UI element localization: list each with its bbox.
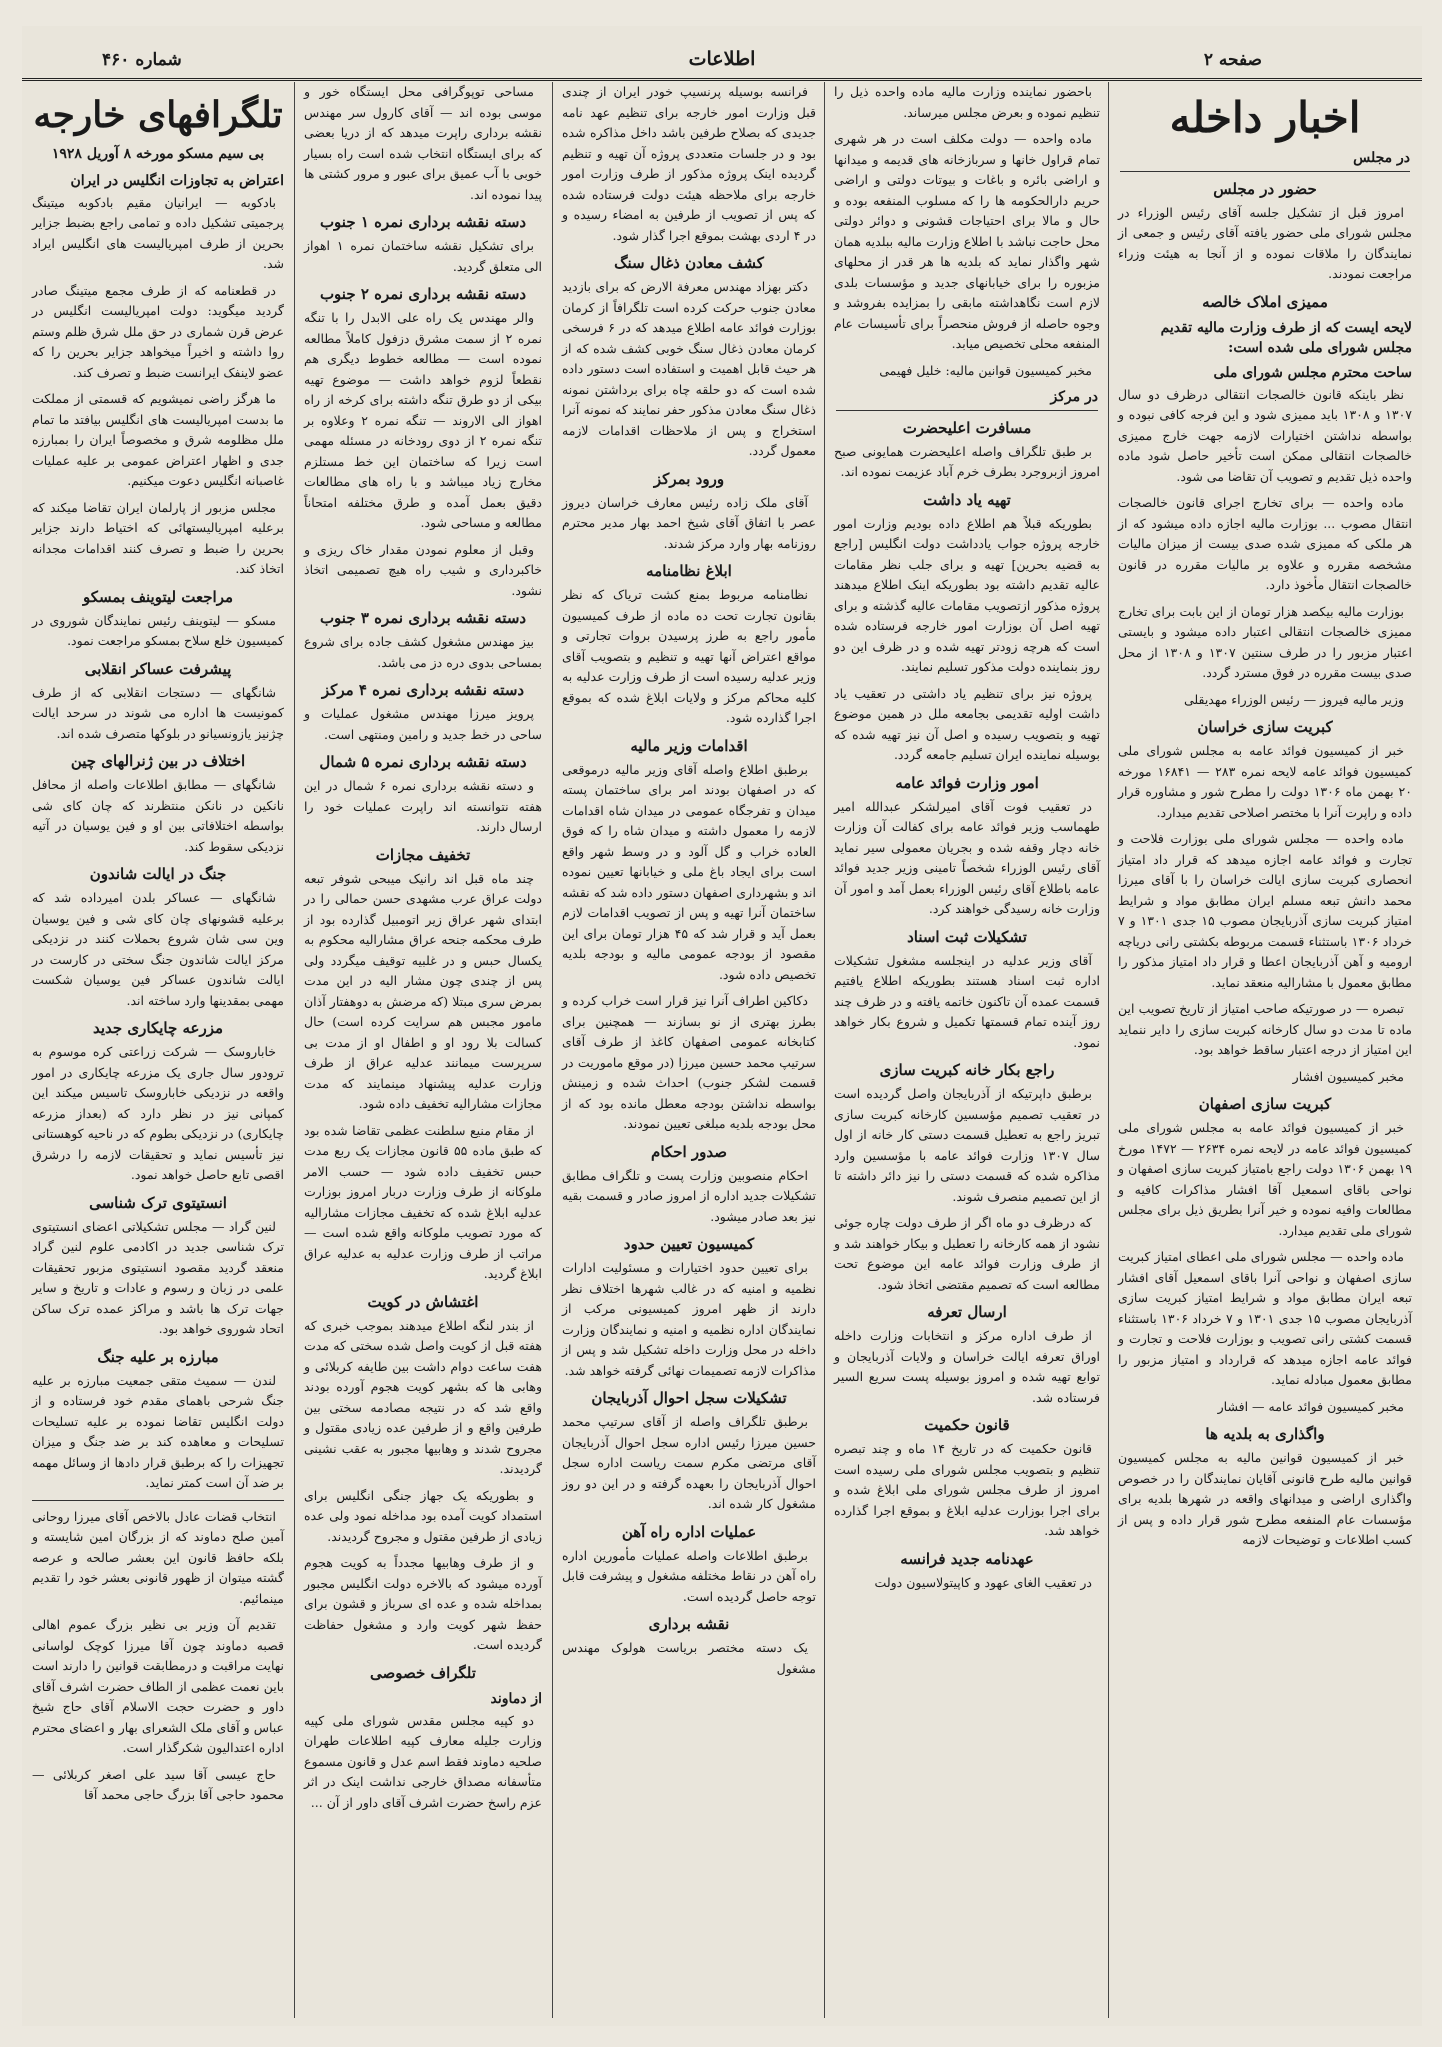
headline: صدور احکام bbox=[651, 1142, 727, 1161]
article-paragraph: بر طبق تلگراف واصله اعلیحضرت همایونی صبح امروز ازبروجرد بطرف خرم آباد عزیمت نموده اند. bbox=[834, 443, 1100, 479]
subheadline: از دماوند bbox=[490, 1690, 542, 1707]
article-paragraph: ماده واحده — دولت مکلف است در هر شهری تمام قراول خانها و سربازخانه های قدیمه و میدانها و اراضی بائره و باغات و بیوتات دولتی و اراضی حریم دارالحکومه ها را که مسلوب المنفعه بوده و حال و مالا برای احتیاجات قشونی و دوائر دولتی محل حاجت نباشد با اطلاع وزارت مالیه ببلدیه همان شهر واگذار نماید که بلدیه ها هر قدر از محلهای مزبوره را برای خیابانهای جدید و مؤسسات بلدی لازم است نگاهداشته مابقی را بمزایده بفروشد و وجوه حاصله از فروش منحصراً برای تأسیسات عام المنفعه محلی تخصیص میابد. bbox=[834, 131, 1100, 351]
headline: واگذاری به بلدیه ها bbox=[1205, 1425, 1325, 1443]
signature: مخبر کمیسیون افشار bbox=[1292, 1068, 1404, 1084]
article-paragraph: ماده واحده — مجلس شورای ملی بوزارت فلاحت و تجارت و فوائد عامه اجازه میدهد که قرار داد امتیاز انحصاری کبریت سازی ایالت خراسان را با آقای میرزا محمد دانش تبعه مسلم ایران مطابق مواد و شرایط امتیاز کبریت سازی آذربایجان مصوب ۱۵ جدی ۱۳۰۱ و ۷ خرداد ۱۳۰۶ باستثناء قسمت مربوطه بکشتی رانی دریاچه ارومیه و آهن آذربایجان اعطا و قرار داد امتیاز مذکور را مطابق معمول با مشارالیه منعقد نماید. bbox=[1118, 831, 1412, 990]
article-paragraph: آقای وزیر عدلیه در اینجلسه مشغول تشکیلات اداره ثبت اسناد هستند بطوریکه اطلاع یافتیم قسمت عمده آن تاکنون خاتمه یافته و در ظرف چند روز آینده تمام قسمتها تکمیل و شروع بکار خواهد نمود. bbox=[834, 952, 1100, 1050]
article-paragraph: بیز مهندس مشغول کشف جاده برای شروع بمساحی بدوی دره دز می باشد. bbox=[304, 634, 542, 670]
signature: حاج عیسی آقا سید علی اصغر کربلائی — محمود حاجی آقا بزرگ حاجی محمد آقا bbox=[32, 1766, 284, 1802]
article-paragraph: و از طرف وهابیها مجدداً به کویت هجوم آورده میشود که بالاخره دولت انگلیس مجبور بمداخله شده و عده ای سرباز و قشون برای حفظ شهر کویت وارد و مشغول حفاظت گردیده است. bbox=[304, 1555, 542, 1652]
headline: مزرعه چایکاری جدید bbox=[92, 1019, 224, 1037]
article-paragraph: بادکوبه — ایرانیان مقیم بادکوبه میتینگ پرجمیتی تشکیل داده و تمامی راجع بضبط جزایر بحرین از طرف امپریالیست های انگلیس ایراد شد. bbox=[32, 194, 284, 271]
headline: کشف معادن ذغال سنگ bbox=[614, 254, 764, 272]
article-paragraph: شانگهای — دستجات انقلابی که از طرف کمونیست ها اداره می شوند در سرحد ایالت چژنیز یازونسیانو در بلوکها متصرف شده اند. bbox=[32, 684, 284, 741]
article-paragraph: تقدیم آن وزیر بی نظیر بزرگ عموم اهالی قصبه دماوند چون آقا میرزا کوچک لواسانی نهایت مراقبت و درمطابقت قوانین را دارند است باین نعمت عظمی از الطاف حضرت اشرف آقای داور و حضرت حجت الاسلام آقای حاج شیخ عباس و آقای ملک الشعرای بهار و اعضای محترم اداره اعتدالیون شکرگذار است. bbox=[32, 1617, 284, 1755]
article-paragraph: خبر از کمیسیون فوائد عامه به مجلس شورای ملی کمیسیون فوائد عامه در لایحه نمره ۲۶۳۴ — ۱۴۷۲ مورخ ۱۹ بهمن ۱۳۰۶ دولت راجع بامتیاز کبریت سازی اصفهان و نواحی باقای اسمعیل آقا افشار مذاکرات کافیه و مطالعات وافیه نموده و خیر آنرا بطریق ذیل برای مجلس شورای ملی تقدیم میدارد. bbox=[1118, 1120, 1412, 1238]
headline: مبارزه بر علیه جنگ bbox=[97, 1347, 219, 1366]
columns bbox=[22, 82, 1422, 2026]
headline: ورود بمرکز bbox=[653, 469, 725, 488]
article-paragraph: خاباروسک — شرکت زراعتی کره موسوم به ترودور سال جاری یک مزرعه چایکاری در امور واقعه در نزدیکی خاباروسک تاسیس میکند این کمپانی نیز در نظر دارد که (بعداز مزرعه چایکاری) در نزدیکی بطوم که در ناحیه کوهستانی نیز تأسیس نماید و تحقیقات لازمه را درشرق اقصی تابع حاصل خواهد نمود. bbox=[32, 1044, 284, 1182]
headline: جنگ در ایالت شاندون bbox=[89, 865, 227, 883]
article-paragraph: لنین گراد — مجلس تشکیلاتی اعضای انستیتوی ترک شناسی جدید در اکادمی علوم لنین گراد منعقد گردید مقصود انستیتوی مزبور تحقیقات علمی در زبان و رسوم و عادات و تاریخ و سایر جهات ترک ها باشد و مراکز عمده ترک ساکن اتحاد شوروی خواهد بود. bbox=[32, 1218, 284, 1336]
article-paragraph: دکاکین اطراف آنرا نیز قرار است خراب کرده و بطرز بهتری از نو بسازند — همچنین برای کتابخانه عمومی اصفهان کاغذ از طرف آقای سرتیپ محمد حسین میرزا (در موقع ماموریت در قسمت لشکر جنوب) احداث شده و زمینش بواسطه نداشتن بودجه معطل مانده بود که از محل بودجه بلدیه مبلغی تعیین نمودند. bbox=[562, 993, 816, 1131]
headline: عهدنامه جدید فرانسه bbox=[900, 1549, 1034, 1568]
headline: قانون حکمیت bbox=[924, 1416, 1010, 1434]
article-paragraph: وقبل از معلوم نمودن مقدار خاک ریزی و خاکبرداری و شیب راه هیچ تصمیمی اتخاذ نشود. bbox=[304, 541, 542, 598]
headline: عملیات اداره راه آهن bbox=[621, 1522, 757, 1541]
article-paragraph: بطوریکه قبلاً هم اطلاع داده بودیم وزارت امور خارجه پروژه جواب یادداشت دولت انگلیس [راجع به قضیه بحرین] تهیه و برای جلب نظر مقامات عالیه تقدیم داشته بود بطوریکه اینک اطلاع میدهند پروژه مذکور ازتصویب مقامات عالیه گذشته و برای تهیه اصل آن بوزارت امور خارجه فرستاده شده است که هرچه زودتر تهیه شده و در ظرف این دو روز بنماینده دولت مذکور تسلیم نمایند. bbox=[834, 515, 1100, 674]
article-paragraph: ما هرگز راضی نمیشویم که قسمتی از مملکت ما بدست امپریالیست های انگلیس بیافتد ما تمام ملل مظلومه شرق و مخصوصاً ایران را بمبارزه جدی و اظهار اعتراض عمومی بر علیه عملیات غاصبانه انگلیس دعوت میکنیم. bbox=[32, 391, 284, 488]
article-paragraph: احکام منصوبین وزارت پست و تلگراف مطابق تشکیلات جدید اداره از امروز صادر و قسمت بقیه نیز بعد صادر میشود. bbox=[562, 1167, 816, 1224]
subsection-majlis: در مجلس bbox=[1120, 148, 1410, 172]
headline: اغتشاش در کویت bbox=[367, 1292, 479, 1311]
headline: دسته نقشه برداری نمره ۵ شمال bbox=[319, 753, 527, 771]
article-paragraph: برطبق اطلاع واصله آقای وزیر مالیه درموقعی که در اصفهان بودند امر برای ساختمان پسته میدان و تفرجگاه عمومی در میدان شاه اقدامات لازمه را معمول داشته و میدان شاه را که فوق العاده خراب و گل آلود و در وسط شهر واقع است برای ایجاد باغ ملی و خیابانها تعیین نموده اند و بشهرداری اصفهان دستور داده شد که نقشه ساختمان آنرا تهیه و پس از تصویب اقدامات لازم بعمل آید و قرار شد که ۴۵ هزار تومان برای این مقصود از بودجه عمومی مالیه و بودجه بلدیه تخصیص داده شود. bbox=[562, 761, 816, 982]
article-paragraph: قانون حکمیت که در تاریخ ۱۴ ماه و چند تبصره تنظیم و بتصویب مجلس شورای ملی رسیده است امروز از طرف مجلس شورای ملی ابلاغ شده و برای اجرا بوزارت عدلیه ابلاغ و بموقع اجرا گذارده خواهد شد. bbox=[834, 1441, 1100, 1538]
article-paragraph: از مقام منیع سلطنت عظمی تقاضا شده بود که طبق ماده ۵۵ قانون مجازات یک ربع مدت حبس تخفیف داده شود — حسب الامر ملوکانه از طرف وزارت دربار امروز بوزارت عدلیه ابلاغ شده که تخفیف مجازات مشارالیه که مورد تصویب ملوکانه واقع شده است — مراتب از طرف وزارت عدلیه به عدلیه عراق ابلاغ گردید. bbox=[304, 1122, 542, 1281]
signature: مخبر کمیسیون قوانین مالیه: خلیل فهیمی bbox=[879, 362, 1092, 378]
article-paragraph: و بطوریکه یک جهاز جنگی انگلیس برای استمداد کویت آمده بود مداخله نمود ولی عده زیادی از طرفین مقتول و مجروح گردیدند. bbox=[304, 1487, 542, 1544]
article-paragraph: فرانسه بوسیله پرنسیپ خودر ایران از چندی قبل وزارت امور خارجه برای تنظیم عهد نامه جدیدی که بصلاح طرفین باشد داخل مذاکره شده بود و در جلسات متعددی پروژه آن تهیه و تنظیم گردیده اینک پروژه مذکور از طرف وزارت امور خارجه برای ملاحظه هیئت دولت فرستاده شده که پس از تصویب از طرفین به امضاء رسیده و در ۴ اردی بهشت بموقع اجرا گذار شود. bbox=[562, 84, 816, 243]
article-paragraph: در تعقیب الغای عهود و کاپیتولاسیون دولت bbox=[874, 1574, 1092, 1590]
column-rule bbox=[824, 82, 825, 2018]
article-paragraph: ماده واحده — برای تخارج اجرای قانون خالصجات انتقال مصوب ... بوزارت مالیه اجازه داده میشود که از هر ملکی که ممیزی شده صدی بیست از میزان مالیات مشخصه مقرره و علاوه بر مالیات مقرره در قانون خالصجات انتقال مأخوذ دارد. bbox=[1118, 495, 1412, 592]
headline: راجع بکار خانه کبریت سازی bbox=[879, 1061, 1055, 1079]
article-paragraph: مسکو — لیتوینف رئیس نمایندگان شوروی در کمیسیون خلع سلاح بمسکو مراجعت نمود. bbox=[32, 612, 284, 648]
headline: مسافرت اعلیحضرت bbox=[902, 418, 1032, 437]
headline: تخفیف مجازات bbox=[375, 845, 471, 864]
column-foreign-telegrams bbox=[26, 82, 290, 2022]
column-center-news-2 bbox=[556, 82, 822, 2022]
headline: حضور در مجلس bbox=[1213, 179, 1317, 198]
article-paragraph: از بندر لنگه اطلاع میدهند بموجب خبری که هفته قبل از کویت واصل شده سختی که مدت هفت ساعت دوام داشت بین طایفه کربلائی و وهابی ها که بشهر کویت هجوم آورده بودند واقع شد که در نتیجه مصادمه سختی بین طرفین واقع و از طرفین عده زیادی مقتول و مجروح شدند و وهابیها مجبور به عقب نشینی گردیدند. bbox=[304, 1317, 542, 1476]
headline: ممیزی املاک خالصه bbox=[1202, 292, 1328, 311]
article-paragraph: یک دسته مختصر بریاست هولوک مهندس مشغول bbox=[562, 1640, 816, 1676]
headline: اقدامات وزیر مالیه bbox=[630, 736, 748, 755]
article-paragraph: انتخاب قضات عادل بالاخص آقای میرزا روحانی آمین صلح دماوند که از بزرگان امین شایسته و بلکه حافظ قانون این بعشر صالحه و عرصه گشته میتوان از ظهور قانونی بعشر خود را تقدیم مینمائیم. bbox=[32, 1508, 284, 1606]
headline: امور وزارت فوائد عامه bbox=[895, 773, 1039, 792]
article-paragraph: لندن — سمیث متقی جمعیت مبارزه بر علیه جنگ شرحی باهمای مقدم خود فرستاده و از دولت انگلیس تقاضا نموده بر علیه تسلیحات تسلیحات و معاهده کند بر ضد جنگ و میزان تجهیزات را که برطبق قرار دادها از وسائل مهمه بر ضد آن است کمتر نماید. bbox=[32, 1372, 284, 1490]
column-internal-news bbox=[1112, 82, 1418, 2022]
article-paragraph: برای تعیین حدود اختیارات و مسئولیت ادارات نظمیه و امنیه که در غالب شهرها اختلاف نظر دارند از ظهر امروز کمیسیونی مرکب از نمایندگان اداره نظمیه و امنیه و نمایندگان وزارت داخله در محل وزارت داخله تشکیل شد و پس از مذاکرات لازمه تصمیمات نهائی گرفته خواهد شد. bbox=[562, 1260, 816, 1378]
article-paragraph: شانگهای — عساکر بلدن امیرداده شد که برعلیه قشونهای چان کای شی و فین یوسیان وین سی شان شروع بحملات کنند در نزدیکی مرکز ایالت شاندون جنگ سختی در کارست در ایالت شاندون عساکر فین یوسیان شکست مهمی بمقدینها وارد ساخته اند. bbox=[32, 890, 284, 1008]
article-paragraph: آقای ملک زاده رئیس معارف خراسان دیروز عصر با اتفاق آقای شیخ احمد بهار مدیر محترم روزنامه بهار وارد مرکز شدند. bbox=[562, 494, 816, 551]
subsection-center: در مرکز bbox=[836, 387, 1098, 411]
article-paragraph: مجلس مزبور از پارلمان ایران تقاضا میکند که برعلیه امپریالیستهائی که اختیاط دارند جزایر بحرین را ضبط و تصرف کنند اقدامات مجدانه اتخاذ کند. bbox=[32, 499, 284, 576]
section-title-internal: اخبار داخله bbox=[1169, 93, 1361, 142]
subheadline: اعتراض به تجاوزات انگلیس در ایران bbox=[70, 172, 284, 189]
headline: اختلاف در بین ژنرالهای چین bbox=[70, 752, 246, 770]
section-title-foreign: تلگرافهای خارجه bbox=[33, 94, 283, 136]
headline: مراجعت لیتوینف بمسکو bbox=[82, 587, 234, 606]
article-paragraph: برطبق داپرتیکه از آذربایجان واصل گردیده است در تعقیب تصمیم مؤسسین کارخانه کبریت سازی تبریز راجع به تعطیل قسمت دستی کار خانه از اول سال ۱۳۰۷ وزارت فوائد عامه با مؤسسین وارد مذاکره شده که قسمت دستی را نیز دائر داشته تا از این تصمیم منصرف شوند. bbox=[834, 1086, 1101, 1204]
masthead bbox=[22, 26, 1422, 81]
article-paragraph: پرویز میرزا مهندس مشغول عملیات و ساحی در خط جدید و رامین ومنتهی است. bbox=[304, 706, 542, 742]
article-paragraph: بوزارت مالیه بیکصد هزار تومان از این بابت برای تخارج ممیزی خالصجات انتقالی اعتبار داده میشود و بایستی اعتبار مزبور را در طرف سنتین ۱۳۰۷ و ۱۳۰۸ از محل صدی بیست مقرره در فوق مسترد گردد. bbox=[1118, 603, 1413, 680]
article-paragraph: مساحی توپوگرافی محل ایستگاه خور و موسی بوده اند — آقای کارول سر مهندس نقشه برداری راپرت میدهد که از دریا بعضی که برای ایستگاه انتخاب شده است راه بسیار خوبی با آب عمیق برای عبور و مرور کشتی ها پیدا نموده اند. bbox=[304, 84, 542, 202]
subheadline: لایحه ایست که از طرف وزارت مالیه تقدیم مجلس شورای ملی شده است: bbox=[1160, 319, 1412, 356]
article-paragraph: و دسته نقشه برداری نمره ۶ شمال در این هفته نتوانسته اند راپرت عملیات خود را ارسال دارند. bbox=[304, 778, 542, 834]
headline: دسته نقشه برداری نمره ۴ مرکز bbox=[321, 681, 525, 699]
article-paragraph: والر مهندس یک راه علی الابدل را با تنگه نمره ۲ از سمت مشرق دزفول کاملاً مطالعه نموده است — مطالعه خطوط دیگری هم نقطعاً لزوم خواهد داشت — موضوع تهیه بیکی از دو طرق تنگه داشته برای کرخه از راه اهواز الی الاروند — تنگه نمره ۲ وعلاوه بر تنگه نمره ۲ از دوی رودخانه در مسئله مهمی است زیرا که ساختمان این خط مستلزم مخارج زیاد میباشد و با راه های مطالعات دقیق بعمل آمده و طرق مختلفه امتحاناً مطالعه و مساحی شود. bbox=[304, 310, 542, 530]
article-paragraph: دکتر بهزاد مهندس معرفة الارض که برای بازدید معادن جنوب حرکت کرده است تلگرافاً از کرمان بوزارت فوائد عامه اطلاع میدهد که در ۶ فرسخی کرمان معادن ذغال سنگ خوبی کشف شده که از هر حیث قابل اهمیت و استفاده است دستور داده شده است که دو حلقه چاه برای برداشتن نمونه ذغال سنگ معادن مذکور حفر نمایند که نمونه آنرا استخراج و پس از ملاحظات اقدامات لازمه معمول گردد. bbox=[562, 279, 816, 458]
column-center-news bbox=[828, 82, 1106, 2022]
headline: دسته نقشه برداری نمره ۳ جنوب bbox=[319, 609, 527, 627]
article-paragraph: شانگهای — مطابق اطلاعات واصله از محافل نانکین در نانکن منتظرند که چان کای شی بواسطه اختلافاتی بین او و فین یوسیان در آتیه نزدیکی سقوط کند. bbox=[32, 777, 284, 854]
headline: تهیه یاد داشت bbox=[923, 490, 1011, 509]
newspaper-page bbox=[22, 26, 1422, 2026]
headline: انستیتوی ترک شناسی bbox=[89, 1193, 227, 1212]
article-paragraph: پروژه نیز برای تنظیم یاد داشتی در تعقیب یاد داشت اولیه تقدیمی بجامعه ملل در همین موضوع تهیه و بتصویب رسیده و اصل آن نیز تهیه شده که بوسیله نماینده ایران تسلیم جامعه گردد. bbox=[834, 685, 1100, 762]
article-paragraph: از طرف اداره مرکز و انتخابات وزارت داخله اوراق تعرفه ایالت خراسان و ولایات آذربایجان و توابع تهیه شده و امروز بوسیله پست سریع السیر فرستاده شد. bbox=[834, 1328, 1100, 1405]
headline: دسته نقشه برداری نمره ۲ جنوب bbox=[319, 285, 527, 303]
article-paragraph: باحضور نماینده وزارت مالیه ماده واحده ذیل را تنظیم نموده و بعرض مجلس میرساند. bbox=[834, 84, 1100, 120]
article-paragraph: نظر باینکه قانون خالصجات انتقالی درظرف دو سال ۱۳۰۷ و ۱۳۰۸ باید ممیزی شود و این فرجه کافی نبوده و بواسطه نداشتن اختیارات لازمه جهت خارج ممیزی خالصجات انتقالی ممکن است تأخیر حاصل شود ماده واحده ذیل تقدیم و تصویب آن تقاضا می شود. bbox=[1118, 386, 1413, 484]
headline: دسته نقشه برداری نمره ۱ جنوب bbox=[319, 213, 527, 231]
signature: وزیر مالیه فیروز — رئیس الوزراء مهدیقلی bbox=[1183, 691, 1404, 707]
article-paragraph: در تعقیب فوت آقای امیرلشکر عبدالله امیر طهماسب وزیر فوائد عامه برای کفالت آن وزارت خانه دچار وقفه شده و بجریان معمولی سیر نماید آقای رئیس الوزراء شخصاً تامینی وزیر جدید فوائد عامه باطلاع آقای رئیس الوزراء بعمل آمد و امور آن وزارت خانه رسیدگی خواهند کرد. bbox=[834, 798, 1100, 916]
headline: تشکیلات ثبت اسناد bbox=[907, 927, 1027, 946]
headline: نقشه برداری bbox=[648, 1615, 730, 1633]
article-paragraph: برطبق تلگراف واصله از آقای سرتیپ محمد حسین میرزا رئیس اداره سجل احوال آذربایجان آقای مرتضی مکرم سمت ریاست اداره سجل احوال آذربایجان را بعهده گرفته و در این دو روز مشغول کار شده اند. bbox=[562, 1414, 816, 1511]
page-number: صفحه ۲ bbox=[1203, 50, 1262, 70]
column-rule bbox=[1108, 82, 1109, 2018]
headline: پیشرفت عساکر انقلابی bbox=[84, 659, 232, 678]
article-paragraph: دو کپیه مجلس مقدس شورای ملی کپیه وزارت جلیله معارف کپیه اطلاعات طهران صلحیه دماوند فقط اسم عدل و قانون مسموع متأسفانه مصداق خارجی نداشت اینک در اثر عزم راسخ حضرت اشرف آقای داور از آن ... bbox=[304, 1712, 542, 1810]
paper-name: اطلاعات bbox=[688, 48, 756, 70]
article-paragraph: نظامنامه مربوط بمنع کشت تریاک که نظر بقانون تجارت تحت ده ماده از طرف کمیسیون مأمور راجع به طرز پرسیدن بروات تجارتی و مواقع اعتراض آنها تهیه و تنظیم و بتصویب آقای وزیر عدلیه رسیده است از طرف وزارت عدلیه به کلیه محاکم مرکز و ولایات ابلاغ شده که بموقع اجرا گذارده شود. bbox=[562, 587, 816, 725]
article-paragraph: چند ماه قبل اند رانیک میبحی شوفر تبعه دولت عراق عرب مشهدی حسن حمالی را در ابتدای شهر عراق زیر اتومبیل گذارده بود از طرف محکمه جنحه عراق مشارالیه محکوم به یکسال حبس و در غلبیه توقیف میگردد ولی پس از چندی چون مشار الیه در این مدت بمرض سری مبتلا (که مرضش به دوهفتار آذان مامور مجبس هم سرایت کرده است) حال کسالت بلا رود او و اطفال او از مدت بی سرپرست میمانند عدلیه عراق از طرف وزارت عدلیه پیشنهاد مینمایند که مدت مجازات مشارالیه تخفیف داده شود. bbox=[304, 870, 542, 1111]
column-rule bbox=[294, 82, 295, 2018]
headline: کمیسیون تعیین حدود bbox=[623, 1235, 755, 1253]
headline: تشکیلات سجل احوال آذربایجان bbox=[591, 1389, 787, 1407]
article-paragraph: در قطعنامه که از طرف مجمع میتینگ صادر گردید میگوید: دولت امپریالیست انگلیس در عرض قرن شماری در حق ملل شرق ظلم وستم روا داشته و اخیراً میخواهد جزایر بحرین را که عضو لاینفک ایرانست ضبط و تصرف کند. bbox=[32, 282, 284, 380]
subheadline: ساحت محترم مجلس شورای ملی bbox=[1213, 364, 1412, 381]
article-paragraph: خبر از کمیسیون فوائد عامه به مجلس شورای ملی کمیسیون فوائد عامه لایحه نمره ۲۸۳ — ۱۶۸۴۱ مورخه ۲۰ بهمن ماه ۱۳۰۶ دولت را مطرح شور و مشاوره قرار داده و راپرت آنرا با مختصر اصلاحی تقدیم میدارد. bbox=[1118, 743, 1412, 820]
article-paragraph: تبصره — در صورتیکه صاحب امتیاز از تاریخ تصویب این ماده تا مدت دو سال کارخانه کبریت سازی را دایر ننماید این امتیاز از درجه اعتبار ساقط خواهد بود. bbox=[1118, 1001, 1412, 1057]
headline: کبریت سازی اصفهان bbox=[1198, 1095, 1332, 1113]
column-rule bbox=[552, 82, 553, 2018]
article-paragraph: که درظرف دو ماه اگر از طرف دولت چاره جوئی نشود از همه کارخانه را تعطیل و بیکار خواهند شد و از طرف وزارت فوائد عامه این موضوع تحت مطالعه است که تصمیم مقتضی اتخاذ شود. bbox=[834, 1215, 1100, 1292]
headline: ابلاغ نظامنامه bbox=[646, 562, 732, 580]
headline: کبریت سازی خراسان bbox=[1197, 718, 1333, 736]
headline: ارسال تعرفه bbox=[927, 1303, 1007, 1321]
article-paragraph: برطبق اطلاعات واصله عملیات مأمورین اداره راه آهن در نقاط مختلفه مشغول و پیشرفت قابل توجه حاصل گردیده است. bbox=[562, 1547, 816, 1604]
headline: تلگراف خصوصی bbox=[370, 1663, 476, 1682]
signature: مخبر کمیسیون فوائد عامه — افشار bbox=[1217, 1398, 1404, 1414]
column-railway-news bbox=[298, 82, 548, 2022]
article-paragraph: خبر از کمیسیون قوانین مالیه به مجلس کمیسیون قوانین مالیه طرح قانونی آقایان نمایندگان را در خصوص واگذاری اراضی و میدانهای واقعه در شهرها بلدیه برای مؤسسات عام المنفعه مطرح شور قرار داده و پس از کسب اطلاعات و توضیحات لازمه bbox=[1118, 1450, 1412, 1547]
divider bbox=[32, 1500, 284, 1501]
article-paragraph: امروز قبل از تشکیل جلسه آقای رئیس الوزراء در مجلس شورای ملی حضور یافته آقای رئیس و جمعی از نمایندگان را ملاقات نموده و از آنجا به هیئت وزراء مراجعت نمودند. bbox=[1118, 204, 1412, 281]
article-paragraph: برای تشکیل نقشه ساختمان نمره ۱ اهواز الی متعلق گردید. bbox=[304, 238, 542, 274]
issue-number: شماره ۴۶۰ bbox=[102, 50, 182, 70]
dateline: بی سیم مسکو مورخه ۸ آوریل ۱۹۲۸ bbox=[51, 146, 265, 162]
article-paragraph: ماده واحده — مجلس شورای ملی اعطای امتیاز کبریت سازی اصفهان و نواحی آنرا باقای اسمعیل آقای افشار تبعه ایران مطابق مواد و شرایط امتیاز کبریت سازی آذربایجان مصوب ۱۵ جدی ۱۳۰۱ و ۷ خرداد ۱۳۰۶ باستثناء قسمت کشتی رانی تصویب و بوزارت فلاحت و تجارت و فوائد عامه اجازه میدهد که قرارداد و امتیاز مزبور را مطابق معمول مبادله نماید. bbox=[1118, 1249, 1412, 1387]
